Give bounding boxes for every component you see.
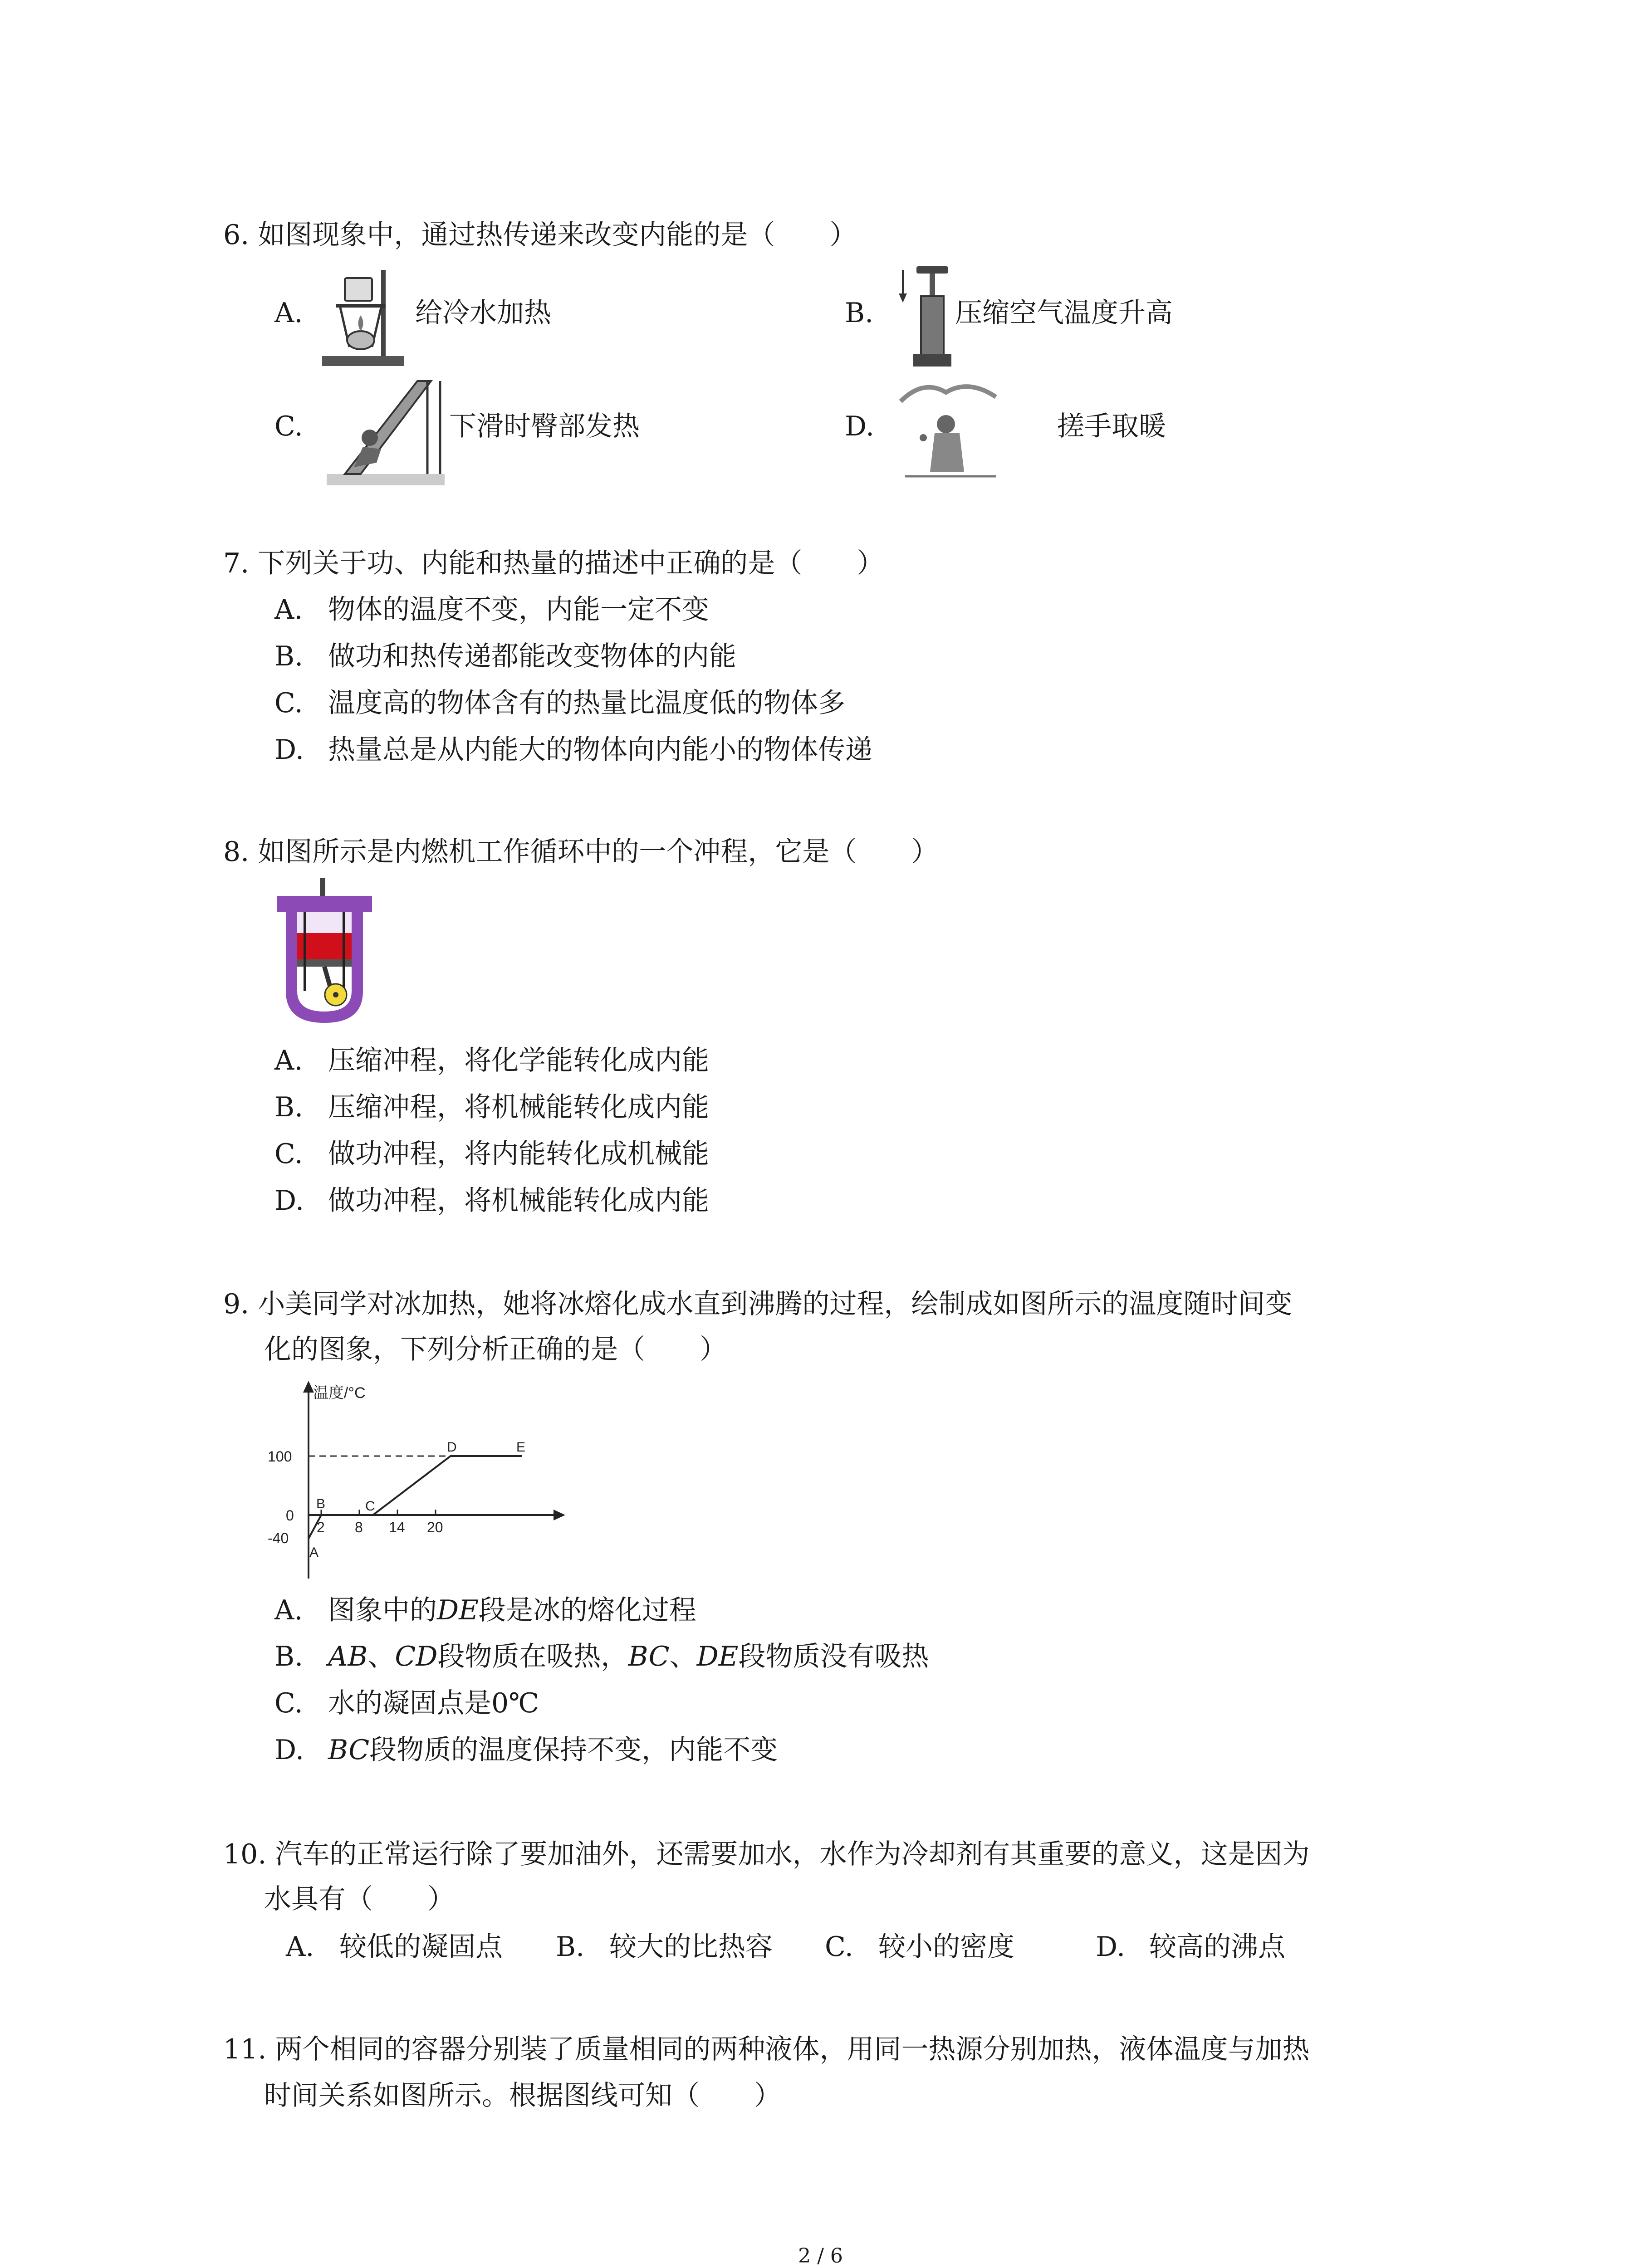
q10-option-c: C. 较小的密度 — [825, 1931, 1014, 1963]
q8-option-b: B. 压缩冲程，将机械能转化成内能 — [274, 1091, 709, 1123]
q7-option-b: B. 做功和热传递都能改变物体的内能 — [274, 640, 736, 672]
q8-option-a: A. 压缩冲程，将化学能转化成内能 — [274, 1045, 709, 1076]
q10-stem-line1: 10. 汽车的正常运行除了要加油外，还需要加水，水作为冷却剂有其重要的意义，这是因为 — [223, 1838, 1310, 1870]
q10-option-a: A. 较低的凝固点 — [286, 1931, 503, 1963]
q10-option-b: B. 较大的比热容 — [556, 1931, 773, 1963]
air-compression-icon — [892, 261, 955, 374]
q10-stem-line2: 水具有（ ） — [264, 1883, 455, 1915]
q6-stem: 6. 如图现象中，通过热传递来改变内能的是（ ） — [223, 219, 857, 251]
q11-stem-line2: 时间关系如图所示。根据图线可知（ ） — [264, 2080, 781, 2112]
graph-xtick-8: 8 — [355, 1519, 363, 1535]
q6-option-c-text: 下滑时臀部发热 — [449, 411, 640, 442]
q10-option-d: D. 较高的沸点 — [1096, 1931, 1285, 1963]
graph-curve — [309, 1456, 522, 1539]
page-number: 2 / 6 — [798, 2244, 843, 2268]
rubbing-hands-icon — [892, 374, 1007, 485]
q9-option-a: A. 图象中的DE段是冰的熔化过程 — [274, 1594, 696, 1626]
graph-point-c: C — [365, 1499, 375, 1514]
q8-stem: 8. 如图所示是内燃机工作循环中的一个冲程，它是（ ） — [223, 836, 939, 868]
q9-option-b: B. AB、CD段物质在吸热，BC、DE段物质没有吸热 — [274, 1641, 929, 1672]
q6-option-a-letter: A. — [274, 297, 303, 329]
q6-option-d-letter: D. — [845, 411, 875, 442]
heating-water-icon — [318, 265, 408, 370]
q7-option-d: D. 热量总是从内能大的物体向内能小的物体传递 — [274, 734, 872, 766]
graph-xtick-20: 20 — [427, 1519, 443, 1535]
q6-option-b-letter: B. — [845, 297, 874, 329]
engine-stroke-icon — [268, 878, 381, 1032]
graph-point-d: D — [447, 1440, 457, 1455]
slide-icon — [327, 372, 445, 485]
q7-option-a: A. 物体的温度不变，内能一定不变 — [274, 594, 709, 626]
q9-stem-line1: 9. 小美同学对冰加热，她将冰熔化成水直到沸腾的过程，绘制成如图所示的温度随时间变 — [223, 1288, 1293, 1320]
graph-ytick-neg40: -40 — [268, 1530, 289, 1546]
q6-option-d-text: 搓手取暖 — [1057, 411, 1166, 442]
q7-stem: 7. 下列关于功、内能和热量的描述中正确的是（ ） — [223, 547, 884, 579]
q11-stem-line1: 11. 两个相同的容器分别装了质量相同的两种液体，用同一热源分别加热，液体温度与加热 — [223, 2033, 1310, 2065]
graph-point-a: A — [309, 1545, 319, 1560]
graph-ytick-0: 0 — [286, 1507, 294, 1524]
graph-point-e: E — [516, 1440, 526, 1455]
graph-ytick-100: 100 — [268, 1448, 292, 1465]
graph-xtick-2: 2 — [317, 1519, 325, 1535]
q6-option-b-text: 压缩空气温度升高 — [955, 297, 1173, 329]
q6-option-c-letter: C. — [274, 411, 303, 442]
q9-option-d: D. BC段物质的温度保持不变，内能不变 — [274, 1734, 778, 1766]
q9-option-c: C. 水的凝固点是0℃ — [274, 1687, 539, 1719]
graph-ylabel: 温度/°C — [313, 1384, 366, 1402]
graph-point-b: B — [316, 1496, 326, 1511]
q6-option-a-text: 给冷水加热 — [415, 297, 551, 329]
graph-xtick-14: 14 — [389, 1519, 405, 1535]
q8-option-c: C. 做功冲程，将内能转化成机械能 — [274, 1138, 709, 1170]
q7-option-c: C. 温度高的物体含有的热量比温度低的物体多 — [274, 687, 845, 719]
temperature-time-graph — [259, 1379, 576, 1588]
q9-stem-line2: 化的图象，下列分析正确的是（ ） — [264, 1334, 727, 1365]
q8-option-d: D. 做功冲程，将机械能转化成内能 — [274, 1185, 709, 1217]
